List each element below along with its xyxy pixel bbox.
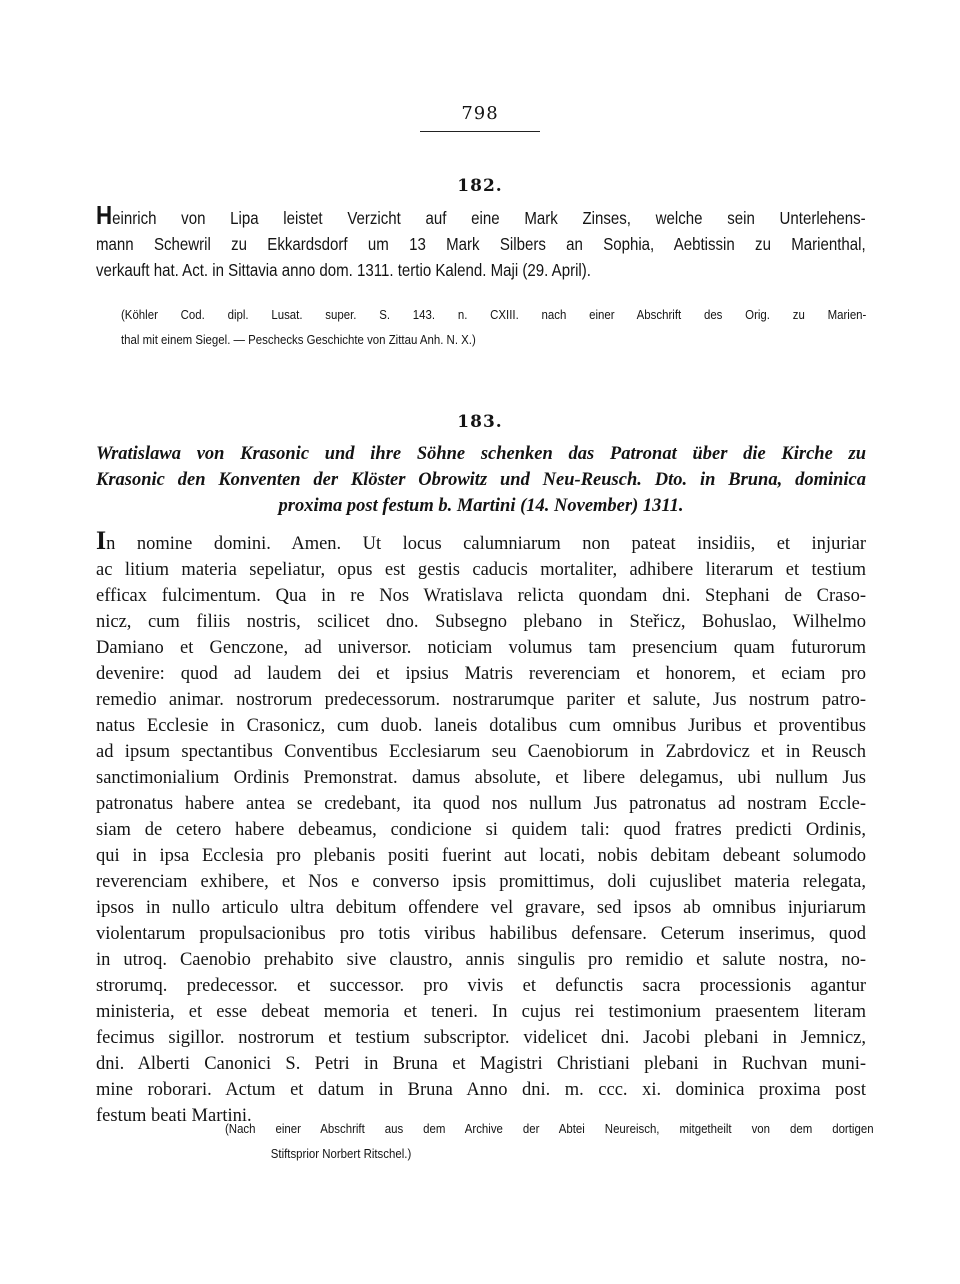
drop-initial: H bbox=[96, 205, 113, 230]
body-line: ad ipsum spectantibus Conventibus Ecclesiarum seu Caenobiorum in Zabrdovicz et in Reusch bbox=[96, 742, 866, 762]
body-line: efficax fulcimentum. Qua in re Nos Wratislava relicta quondam dni. Stephani de Craso- bbox=[96, 586, 866, 606]
source-line: (Köhler Cod. dipl. Lusat. super. S. 143. n. CXIII. nach einer Abschrift des Orig. zu Marien- bbox=[121, 307, 867, 322]
source-line: (Nach einer Abschrift aus dem Archive der Abtei Neureisch, mitgetheilt von dem dortigen bbox=[225, 1121, 874, 1136]
summary-line: verkauft hat. Act. in Sittavia anno dom. 1311. tertio Kalend. Maji (29. April). bbox=[96, 260, 591, 280]
body-line: natus Ecclesie in Crasonicz, cum duob. laneis dotalibus cum omnibus Juribus et proventibus bbox=[96, 716, 866, 736]
body-line: sanctimonialium Ordinis Premonstrat. damus absolute, et libere delegamus, ubi nullum Jus bbox=[96, 768, 866, 788]
body-line: siam de cetero habere debeamus, condicione si quidem tali: quod fratres predicti Ordinis, bbox=[96, 820, 866, 840]
body-line: dni. Alberti Canonici S. Petri in Bruna et Magistri Christiani plebani in Ruchvan muni- bbox=[96, 1054, 866, 1074]
source-note-183 bbox=[225, 1116, 874, 1166]
body-line: devenire: quod ad laudem dei et ipsius Matris reverenciam et honorem, et eciam pro bbox=[96, 664, 866, 684]
body-line: nicz, cum filiis nostris, scilicet dno. Subsegno plebano in Steřicz, Bohuslao, Wilhelmo bbox=[96, 612, 866, 632]
body-line: mine roborari. Actum et datum in Bruna Anno dni. m. ccc. xi. dominica proxima post bbox=[96, 1080, 866, 1100]
body-line: ministeria, et esse debeat memoria et teneri. In cujus rei testimonium praesentem literam bbox=[96, 1002, 866, 1022]
summary-182 bbox=[96, 205, 866, 283]
body-line: Damiano et Genczone, ad universor. noticiam volumus tam presencium quam futurorum bbox=[96, 638, 866, 658]
body-line: in utroq. Caenobio prehabito sive claustro, annis singulis pro remidio et salute nostra, no- bbox=[96, 950, 866, 970]
summary-line: Heinrich von Lipa leistet Verzicht auf eine Mark Zinses, welche sein Unterlehens- bbox=[96, 205, 866, 231]
charter-body-183 bbox=[96, 531, 866, 1129]
page-number-rule bbox=[420, 131, 540, 132]
body-line: patronatus habere antea se credebant, ita quod nos nullum Jus patronatus ad nostram Eccle- bbox=[96, 794, 866, 814]
body-line: violentarum propulsacionibus pro totis viribus habilibus defensare. Ceterum inserimus, quod bbox=[96, 924, 866, 944]
body-line: strorumq. predecessor. et successor. pro vivis et defunctis sacra processionis agantur bbox=[96, 976, 866, 996]
document-number-182: 182. bbox=[457, 176, 503, 196]
body-line: ac litium materia sepeliatur, opus est gestis caducis mortaliter, adhibere literarum et testium bbox=[96, 560, 866, 580]
body-line: festum beati Martini. bbox=[96, 1106, 252, 1126]
summary-line: mann Schewril zu Ekkardsdorf um 13 Mark Silbers an Sophia, Aebtissin zu Marienthal, bbox=[96, 234, 866, 254]
body-line: reverenciam exhibere, et Nos e converso ipsis promittimus, doli cujuslibet materia relegata, bbox=[96, 872, 866, 892]
body-line: In nomine domini. Amen. Ut locus calumniarum non pateat insidiis, et injuriar bbox=[96, 531, 866, 557]
body-line: remedio animar. nostrorum predecessorum. nostrarumque pariter et salute, Jus nostrum patro- bbox=[96, 690, 866, 710]
source-note-182 bbox=[121, 302, 866, 352]
heading-line: proxima post festum b. Martini (14. November) 1311. bbox=[278, 496, 684, 516]
body-line: ipsos in nullo articulo ultra debitum offendere vel gravare, sed ipsos ab omnibus injuriarum bbox=[96, 898, 866, 918]
source-line: Stiftsprior Norbert Ritschel.) bbox=[270, 1146, 412, 1161]
document-number-183: 183. bbox=[457, 412, 503, 432]
drop-initial: I bbox=[96, 531, 107, 555]
heading-line: Wratislawa von Krasonic und ihre Söhne schenken das Patronat über die Kirche zu bbox=[96, 444, 866, 464]
page-number: 798 bbox=[461, 103, 499, 124]
heading-183 bbox=[96, 441, 866, 519]
body-line: qui in ipsa Ecclesia pro plebanis positi fuerint aut locati, nobis debitam debeant solumodo bbox=[96, 846, 866, 866]
heading-line: Krasonic den Konventen der Klöster Obrowitz und Neu-Reusch. Dto. in Bruna, dominica bbox=[96, 470, 866, 490]
body-line: fecimus sigillor. nostrorum et testium subscriptor. videlicet dni. Jacobi plebani in Jemnicz, bbox=[96, 1028, 866, 1048]
source-line: thal mit einem Siegel. — Peschecks Geschichte von Zittau Anh. N. X.) bbox=[121, 332, 476, 347]
